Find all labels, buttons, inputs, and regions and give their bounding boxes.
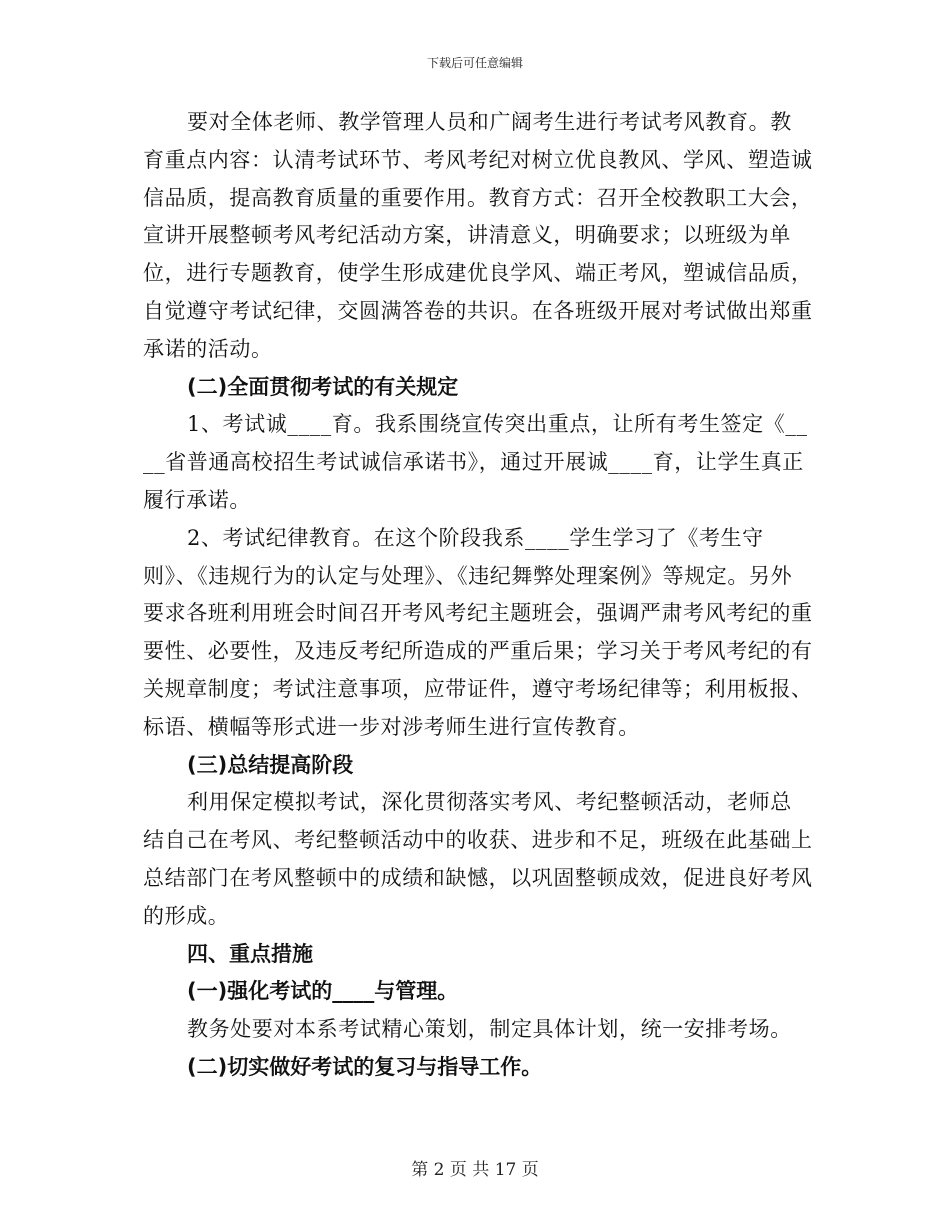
paragraph-measure-1: 教务处要对本系考试精心策划，制定具体计划，统一安排考场。 [187,1017,792,1042]
paragraph-education: 要对全体老师、教学管理人员和广阔考生进行考试考风教育。教育重点内容：认清考试环节、考风考纪对树立优良教风、学风、塑造诚信品质，提高教育质量的重要作用。教育方式：召开全校教职工大会，宣讲开展整顿考风考纪活动方案，讲清意义，明确要求；以班级为单位，进行专题教育，使学生形成建优良学风、端正考风，塑诚信品质，自觉遵守考试纪律，交圆满答卷的共识。在各班级开展对考试做出郑重承诺的活动。 [143,110,813,361]
heading-measure-2: (二)切实做好考试的复习与指导工作。 [187,1054,543,1079]
heading-section-3: (三)总结提高阶段 [187,752,354,777]
heading-section-2: (二)全面贯彻考试的有关规定 [187,374,459,399]
paragraph-summary: 利用保定模拟考试，深化贯彻落实考风、考纪整顿活动，老师总结自己在考风、考纪整顿活动中的收获、进步和不足，班级在此基础上总结部门在考风整顿中的成绩和缺憾，以巩固整顿成效，促进良好考风的形成。 [143,790,813,928]
paragraph-integrity-education: 1、考试诚____育。我系围绕宣传突出重点，让所有考生签定《____省普通高校招生考试诚信承诺书》，通过开展诚____育，让学生真正履行承诺。 [143,412,808,512]
paragraph-discipline-education: 2、考试纪律教育。在这个阶段我系____学生学习了《考生守则》、《违规行为的认定与处理》、《违纪舞弊处理案例》等规定。另外要求各班利用班会时间召开考风考纪主题班会，强调严肃考风考纪的重要性、必要性，及违反考纪所造成的严重后果；学习关于考风考纪的有关规章制度；考试注意事项，应带证件，遵守考场纪律等；利用板报、标语、横幅等形式进一步对涉考师生进行宣传教育。 [143,525,813,739]
document-body [143,104,813,1087]
heading-measure-1: (一)强化考试的____与管理。 [187,979,459,1004]
page-footer: 第 2 页 共 17 页 [411,1160,539,1180]
page-header: 下载后可任意编辑 [426,56,523,70]
heading-key-measures: 四、重点措施 [187,941,313,966]
